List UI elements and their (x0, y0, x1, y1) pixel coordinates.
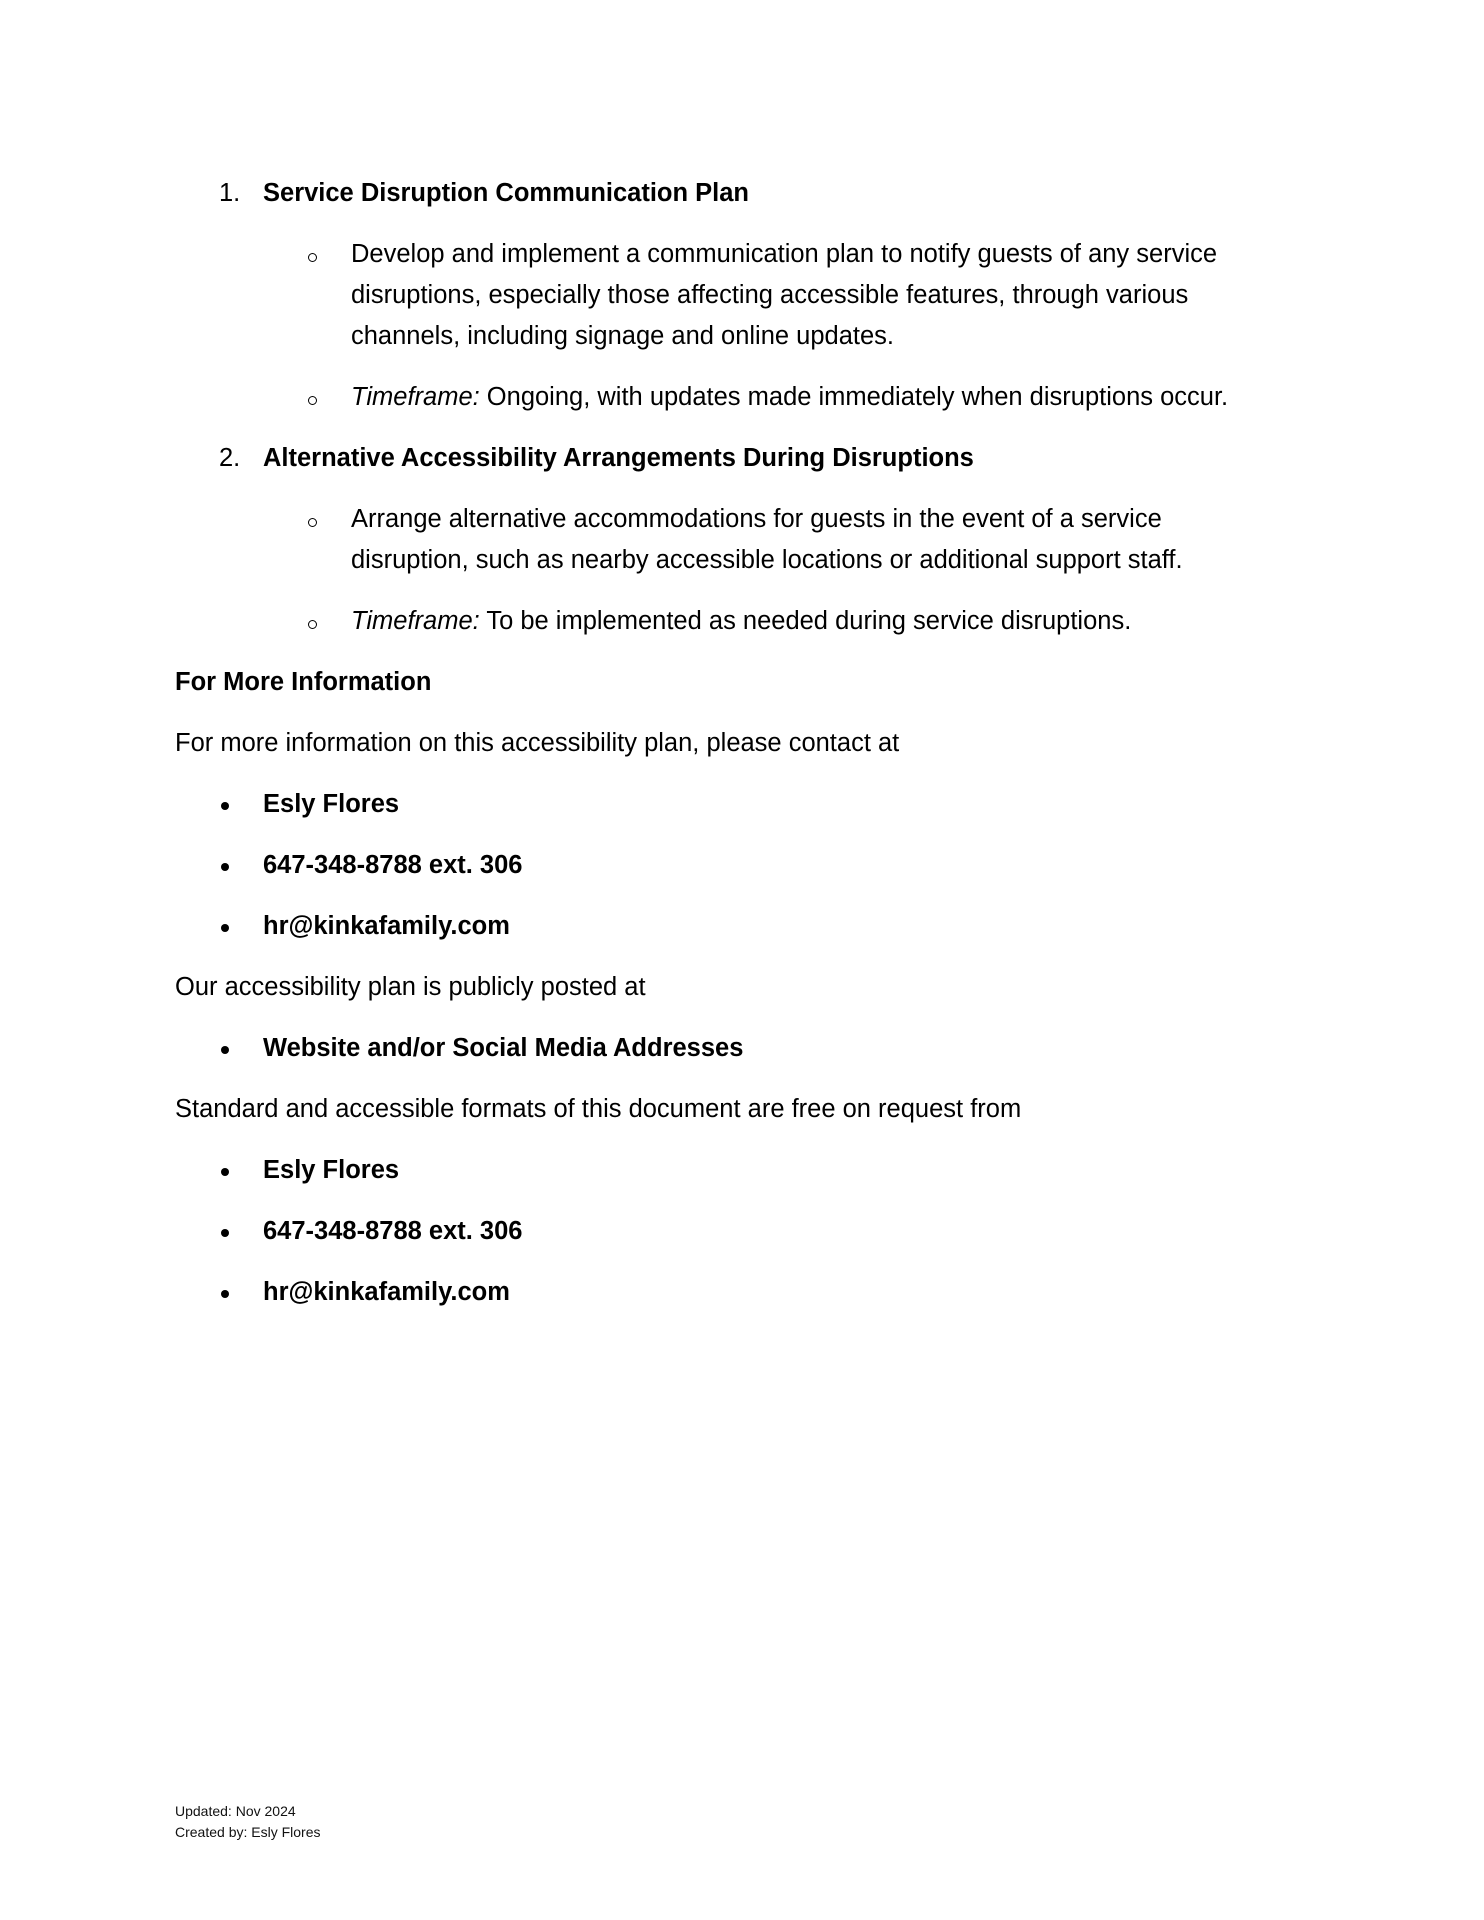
section-1-number: 1. (219, 179, 241, 207)
circle-bullet-icon (308, 620, 317, 629)
circle-bullet-icon (308, 518, 317, 527)
timeframe-label: Timeframe: (351, 607, 480, 635)
timeframe-text: To be implemented as needed during service disruptions. (479, 607, 1132, 635)
section-2-item-1-line-1: Arrange alternative accommodations for guests in the event of a service (351, 505, 1162, 533)
bullet-icon (221, 802, 229, 810)
section-1-item-1-line-1: Develop and implement a communication plan to notify guests of any service (351, 240, 1218, 268)
footer-updated: Updated: Nov 2024 (175, 1803, 296, 1819)
section-2-title: Alternative Accessibility Arrangements During Disruptions (263, 444, 974, 472)
section-2-timeframe (351, 601, 1131, 642)
formats-contact-name: Esly Flores (263, 1156, 400, 1184)
bullet-icon (221, 924, 229, 932)
section-1-item-1-line-2: disruptions, especially those affecting accessible features, through various (351, 281, 1189, 309)
bullet-icon (221, 1168, 229, 1176)
contact-intro: For more information on this accessibility plan, please contact at (175, 729, 900, 757)
contact-name: Esly Flores (263, 790, 400, 818)
posted-intro: Our accessibility plan is publicly posted at (175, 973, 646, 1001)
circle-bullet-icon (308, 396, 317, 405)
more-info-heading: For More Information (175, 668, 432, 696)
bullet-icon (221, 1290, 229, 1298)
formats-contact-email: hr@kinkafamily.com (263, 1278, 510, 1306)
formats-contact-phone: 647-348-8788 ext. 306 (263, 1217, 523, 1245)
section-1-item-1-line-3: channels, including signage and online updates. (351, 322, 894, 350)
formats-intro: Standard and accessible formats of this document are free on request from (175, 1095, 1022, 1123)
contact-email: hr@kinkafamily.com (263, 912, 510, 940)
bullet-icon (221, 1229, 229, 1237)
section-1-title: Service Disruption Communication Plan (263, 179, 750, 207)
bullet-icon (221, 1046, 229, 1054)
bullet-icon (221, 863, 229, 871)
circle-bullet-icon (308, 253, 317, 262)
section-2-item-1-line-2: disruption, such as nearby accessible locations or additional support staff. (351, 546, 1183, 574)
section-1-timeframe (351, 377, 1228, 418)
timeframe-text: Ongoing, with updates made immediately when disruptions occur. (479, 383, 1229, 411)
posted-location: Website and/or Social Media Addresses (263, 1034, 744, 1062)
timeframe-label: Timeframe: (351, 383, 480, 411)
contact-phone: 647-348-8788 ext. 306 (263, 851, 523, 879)
footer-created-by: Created by: Esly Flores (175, 1824, 321, 1840)
section-2-number: 2. (219, 444, 241, 472)
